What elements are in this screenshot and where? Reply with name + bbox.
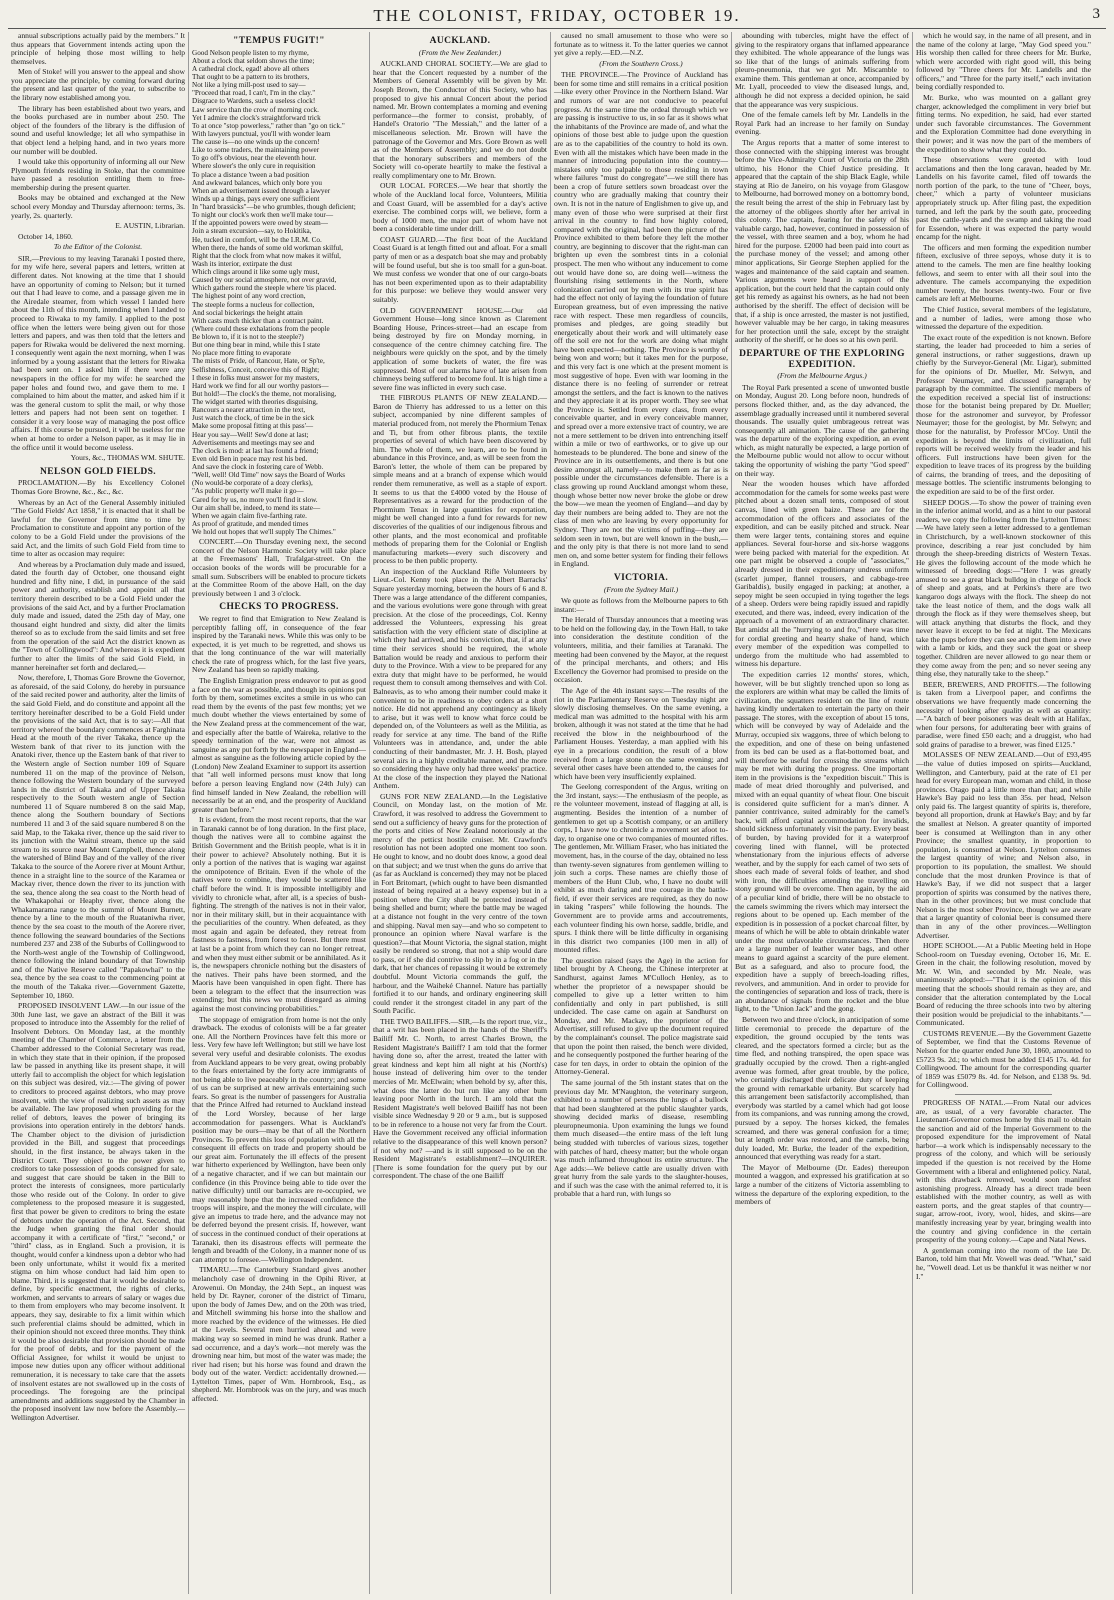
column-5 [732, 32, 913, 1594]
article-paragraph: THE PROVINCE.—The Province of Auckland has been for some time and still remains in a critical position—like every other Province in the Northern Island. War and rumors of war are not conducive to peaceful progress. At the same time the ordeal through which we are passing is instructive to us, in so far as it shows what the inhabitants of the Province are made of, and what the opinions of those best able to judge upon the question are as to the capabilities of the country to hold its own. Even with all the mistakes which have been made in the manner of introducing population into the country—mistakes only too palpable to those residing in town where failures "must do congregate"—we still there has been a crop of future settlers sown broadcast over the country who are gradually making that country their own. It is not in the nature of Englishmen to give up, and many even of those who were surprised at their first arrival in the country to find how highly colored, compared with the original, had been the picture of the Province exhibited to them before they left the mother country, are beginning to discover that the right-man can brighten up even the sombrest tints in a colonial prospect. The men who without any inducement to come out would have done so, are doing well—witness the flourishing rising settlements in the North, where colonization carried out by men with its true spirit has had the effect not only of laying the foundation of future European greatness, but of even impressing the native race with respect. These men regardless of councils, promises and pledges, are going steadily but energetically about their work and will ultimately ease off the soil ere not for the work are doing what might have been expected—nothing. The Province is worthy of being won and worn; but it takes men for the purpose, and this very fact is one which at the present moment is most suggestive of hope. Even with war looming in the distance there is no feeling of surrender or retreat amongst the settlers, and the fact is known to the natives and they appreciate it at its proper worth. They see what the Province is. Settled from every class, from every conceivable quarter, and in every conceivable manner, and spread over a more extensive tract of country, we are not a mere settlement to be driven into entrenching itself within a mile or two of earthworks, or to give up our homesteads to be plundered. The bone and sinew of the Province are in its outsettlements, and there is but one desire amongst all, namely—to make them as far as is possible under the circumstances defensible. There is a class growing up round Auckland amongst whom these, though whose better now never broke the globe or drew the bow—we mean the yeomen of England—and day by day their numbers are being added to. They are not the class of men who are leaving by every opportunity for Sydney. They are not the victims of puffing—they are seldom seen in town, but are well known in the bush,—and the only pity is that there is not more land to send men on, and some better system for finding their fellows in England. [554, 70, 728, 569]
article-paragraph: The Geelong correspondent of the Argus, writing on the 3rd instant, says:—The enthusiasm of the people, as re the volunteer movement, instead of flagging at all, is augmenting. Besides the intention of a number of gentlemen to get up a Scottish company, or an artillery corps, I have now to chronicle a movement set afoot to-day, to organise one or two companies of mounted rifles. The gentlemen, Mr. William Fraser, who has initiated the movement, has, in the course of the day, obtained no less than twenty-seven signatures from gentlemen willing to join such a corps. These names are chiefly those of members of the Hunt Club, who, I have no doubt will exhibit as much daring and true courage in the battle-field, if ever their services are required, as they do now in taking "raspers" while following the hounds. The Government are to provide arms and accoutrements, each volunteer finding his own horse, saddle, bridle, and spurs. I think there will be little difficulty in organising in this district two companies (100 men in all) of mounted rifles. [554, 782, 728, 955]
article-paragraph: The Royal Park presented a scene of unwonted bustle on Monday, August 20. Long before noon, hundreds of persons flocked thither, and, as the day advanced, the assemblage gradually increased until it numbered several thousands. The usually quiet umbrageous retreat was consequently all animation. The cause of the gathering was the departure of the exploring expedition, an event which, as might naturally be expected, a large portion of the Melbourne public would not allow to occur without taking the opportunity of wishing the party "God speed" on their way. [735, 382, 909, 478]
article-paragraph: And whereas by a Proclamation duly made and issued, dated the fourth day of October, one thousand eight hundred and fifty nine, I did, in pursuance of the said power and authority, establish and appoint all that territory therein described to be a Gold Field under the provisions of the said Act, and by a further Proclamation duly made and issued, dated the 25th day of May, one thousand eight hundred and sixty, did alter the limits thereof so as to exclude from the said limits and set free from the operation of the said Act the district known as the "Town of Collingwood": And whereas it is expedient further to alter the limits of the said Gold Field, in manner hereinafter set forth and declared,— [11, 559, 185, 672]
column-1 [8, 32, 189, 1594]
section-heading: AUCKLAND. [429, 36, 491, 46]
article-paragraph: caused no small amusement to those who were so fortunate as to witness it. To the latter queries we cannot yet give a reply.—ED.—N.Z. [554, 32, 728, 58]
article-paragraph: The exact route of the expedition is not known. Before starting, the leader had proceeded to him a series of general instructions, or rather suggestions, drawn up chiefly by the Surveyor-General (Mr. Ligar), submitted for the opinions of Dr. Mueller, Mr. Selwyn, and Professor Neumayer, and discussed paragraph by paragraph by the committee. The scientific members of the expedition received a special list of instructions: those for the botanist being prepared by Dr. Mueller; those for the astronomer and surveyor, by Professor Neumayer; those for the geologist, by Mr. Selwyn; and those for the naturalist, by Professor M'Coy. Until the expedition is beyond the limits of civilization, full reports will be received weekly from the leader and his officers. Full instructions have been given for the expedition to leave traces of its progress by the building of cairns, the branding of trees, and the depositing of message bottles. The scientific instruments belonging to the expedition are said to be of the first order. [916, 332, 1091, 497]
article-paragraph: PROPOSED INSOLVENT LAW.—In our issue of the 30th June last, we gave an abstract of the Bill it was proposed to introduce into the Assembly for the relief of Insolvent Debtors. On Monday last, at the monthly meeting of the Chamber of Commerce, a letter from the Chamber addressed to the Colonial Secretary was read, in which they state that in their opinion, if the proposed law be passed in anything like its present shape, it will utterly fail to accomplish the object for which legislation on this subject was desired, viz.:—The giving of power to creditors to proceed against debtors, who may prove insolvent, with the view of realizing such assets as may be available. The law proposed when providing for the relief of debtors, leaves the power of bringing its provisions into operation entirely in the debtors' hands. The Chamber object to the division of jurisdiction provided in the Bill, and suggest that proceedings should, in the first instance, be always taken in the District Court. They object to the power given to creditors to take possession of goods consigned for sale, and suggest that care should be taken in the Bill to protect the interests of consignees, more particularly those who reside out of the Colony. In order to give completeness to the proposed measure it is suggested, first that power be given to creditors to bring the estate of debtors under the operation of the Act. Second, that the Judge when granting the final order should accompany it with a certificate of "first," "second," or "third" class, as in England. Such a provision, it is thought, would confer a kindness upon a debtor who had been only unfortunate, whilst it would fix a merited stigma on him whose conduct had laid him open to blame. Third, it is suggested that it would be desirable to define, by specific enactment, the rights of clerks, workmen, and servants to arrears of salary or wages due to them from employers who may become insolvent. It appears, they say, desirable to fix a limit within which such preferential claims should be admitted, which in their opinion should not exceed three months. They think it would be also desirable that provision should be made for the proof of debts, and for the payment of the Official Assignee, for whilst it would be unjust to impose new duties upon any officer without additional remuneration, it is necessary to take care that the assets of insolvent estates are not swallowed up in the costs of proceedings. The foregoing are the principal amendments and additions suggested by the Chamber in the proposed insolvent law now before the Assembly.—Wellington Advertiser. [11, 1001, 185, 1422]
article-paragraph: Now, therefore, I, Thomas Gore Browne the Governor, as aforesaid, of the said Colony, do hereby in pursuance of the said recited power and authority, alter the limits of the said Gold Field, and do constitute and appoint all the territory hereinafter described to be a Gold Field under the provisions of the said Act, that is to say:—All that territory whereof the boundary commences at Farghinata Head at the mouth of the river Takaka, thence up the Western bank of that river to its junction with the Anatoki river, thence up the Eastern bank of that river to the Western angle of Section number 109 of Square numbered 11 on the map of the province of Nelson, thence following the Western boundary of the surveyed lands in the district of Takaka and of Upper Takaka respectively to the South western angle of Section numbered 11 of Square numbered 8 on the said Map, thence along the Southern boundary of Sections numbered 11 and 3 of the said square numbered 8 on the said Map, to the Takaka river, thence up the said river to its junction with the Waitui stream, thence up the said stream to its source near Mount Campbell, thence along the watershed of Blind Bay and of the valley of the river Takaka to the source of the Aorere river at Mount Arthur, thence in a straight line to the source of the Karamea or Mackay river, thence down the river to its junction with the sea, thence along the sea coast to the North head of the Whakapohai or Heaphy river, thence along the Whakamarama range to the summit of Mount Burnett, thence by a line to the mouth of the Ruataniwha river, thence by the sea coast to the mouth of the Aorere river, thence following the seaward boundaries of the Sections numbered 237 and 238 of the Suburbs of Collingwood to the North-west angle of the Township of Collingwood, thence following the inland boundary of that Township and of the Native Reserve called "Papakowhai" to the sea, thence by the sea coast to the commencing point at the mouth of the Takaka river.—Government Gazette, September 10, 1860. [11, 673, 185, 1000]
section-heading: "TEMPUS FUGIT!" [233, 36, 325, 46]
article-paragraph: The library has been established about two years, and the books purchased are in number about 250. The object of the founders of the library is the diffusion of sound and useful knowledge; let all who sympathise in that object lend a helping hand, and in two years more our number will be doubled. [11, 103, 185, 156]
section-heading: CHECKS TO PROGRESS. [219, 602, 339, 613]
article-paragraph: which he would say, in the name of all present, and in the name of the colony at large, "May God speed you." His worship then called for three cheers for Mr. Burke, which were accorded with right good will, this being followed by "Three cheers for Mr. Landells and the officers," and "Three for the party itself," each invitation being cordially responded to. [916, 32, 1091, 92]
article-paragraph: An inspection of the Auckland Rifle Volunteers by Lieut.-Col. Kenny took place in the Albert Barracks' Square yesterday morning, between the hours of 6 and 8. There was a large attendance of the different companies, and the various evolutions were gone through with great precision. At the close of the proceedings, Col. Kenny addressed the Volunteers, expressing his great satisfaction with the very efficient state of discipline at which they had arrived, and his conviction, that, if at any time their services should be required, the whole Battalion would be ready and anxious to perform their duty to the Province. With a view to be prepared for any extra duty that might have to be performed, he would request them to consult among themselves and with Col. Balneavis, as to who among their number could make it convenient to be in readiness to obey orders at a short notice. He did not apprehend any contingency as likely to arise, but it was well to know what force could be depended on, of the Volunteers as well as the Militia, as ready for service at any time. The band of the Rifle Volunteers was in attendance, and, under the able conducting of their bandmaster, Mr. J. H. Bosh, played several airs in a highly creditable manner, and the more so considering they have only had three weeks' practice. At the close of the inspection they played the National Anthem. [373, 566, 547, 791]
article-paragraph: A gentleman coming into the room of the late Dr. Barton, told him that Mr. Vowell was dead. "What," said he, "Vowell dead. Let us be thankful it was neither w nor I." [916, 1245, 1091, 1281]
article-paragraph: The Mayor of Melbourne (Dr. Eades) thereupon mounted a waggon, and expressed his gratification at so large a number of the citizens of Victoria assembling to witness the departure of the exploring expedition, to the members of [735, 1162, 909, 1207]
article-paragraph: Whereas by an Act of the General Assembly initiuled "The Gold Fields' Act 1858," it is enacted that it shall be lawful for the Governor from time to time by Proclamation to constitute and appoint any portion of the colony to be a Gold Field under the provisions of the said Act, and the limits of such Gold Field from time to time to alter as occasion may require: [11, 497, 185, 559]
article-paragraph: The question raised (says the Age) in the action for libel brought by A Cheong, the Chinese interpreter at Sandhurst, against James M'Culloch Henley, as to whether the proprietor of a newspaper should be compelled to give up a letter written to him confidentially and only in part published, is still undecided. The case came on again at Sandhurst on Monday, and Mr. Mackay, the proprietor of the Advertiser, still refused to give up the document required by the complainant's counsel. The police magistrate said that upon the point then raised, the bench were divided, and he consequently postponed the further hearing of the case for ten days, in order to obtain the opinion of the Attorney-General. [554, 955, 728, 1077]
article-paragraph: AUCKLAND CHORAL SOCIETY.—We are glad to hear that the Concert requested by a number of the Members of General Assembly will be given by Mr. Joseph Brown, the Conductor of this Society, who has proposed to give his annual Concert about the period named. Mr. Brown contemplates a morning and evening performance—the former to consist, probably, of Handel's Oratorio "The Messiah," and the latter of a miscellaneous selection. Mr. Brown will have the patronage of the Governor and Mrs. Gore Brown as well as of the Members of Assembly; and we do not doubt that the honorary subscribers and members of the Society will co-operate heartily to make the festival a really complimentary one to Mr. Brown. [373, 59, 547, 180]
article-paragraph: annual subscriptions actually paid by the members." It thus appears that Government intends acting upon the principle of helping those most willing to help themselves. [11, 32, 185, 66]
article-paragraph: The English Emigration press endeavor to put as good a face on the war as possible, and though its opinions put forth by them, sometimes excites a smile in us who can read them by the events of the past few months; yet we much doubt whether the views entertained by some of the New Zealand press at the commencement of the war, and especially after the battle of Waireka, relative to the speedy termination of the war, were not almost as sanguine as any put forth by the newspaper in England—almost as sanguine as the following article copied by the (London) New Zealand Examiner to support its assertion that "all well informed persons must know that long before a person leaving England now (24th July) can find himself landed in New Zealand, the rebellion will necessarily be at an end, and the prosperity of Auckland greater than before." [192, 676, 366, 814]
column-6 [913, 32, 1094, 1594]
article-paragraph: I would take this opportunity of informing all our New Plymouth friends residing in Stoke, that the committee have passed a resolution entitling them to free-membership during the present quarter. [11, 157, 185, 192]
signature: Yours, &c., THOMAS WM. SHUTE. [70, 453, 185, 463]
page-number: 3 [1092, 6, 1100, 22]
article-paragraph: The officers and men forming the expedition number fifteen, exclusive of three sepoys, whose duty it is to attend to the camels. The men are fine healthy looking fellows, and seem to enter with all their soul into the adventure. The camels accompanying the expedition number twenty, the horses twenty-two. Four or five camels are left at Melbourne. [916, 242, 1091, 304]
article-paragraph: THE FIBROUS PLANTS OF NEW ZEALAND.—Baron de Thierry has addressed to us a letter on this subject, accompanied by nine different samples of material produced from, not merely the Phormium Tenax and Ti, but from other fibrous plants, the textile properties of several of which have been discovered by him. The whole of them, we learn, are to be found in abundance in this Province, and, as will be seen from the Baron's letter, the whole of them can be prepared by simple means and at a branch of expense which would render them remunerative, as well as a staple of export. It seems to us that the £4000 voted by the House of Representatives as a reward for the production of the Phormium Tenax in large quantities for exportation, might be well changed into a fund for rewards for new discoveries of the qualities of our indigenous fibrous and other plants, and the most economical and profitable methods of preparing them for the Colonial or English manufacturing markets—every such discovery and process to be then public property. [373, 393, 547, 566]
article-paragraph: Mr. Burke, who was mounted on a gallant grey charger, acknowledged the compliment in very brief but fitting terms. No expedition, he said, had ever started under such favorable circumstances. The Government and the Exploration Committee had done everything in their power; and it was now the part of the members of the expedition to show what they could do. [916, 93, 1091, 154]
article-paragraph: SIR,—Previous to my leaving Taranaki I posted there, for my wife here, several papers and letters, written at different dates. Not knowing at the time that I should have an opportunity of coming to Nelson; but it turned out that I had leave to come, and a passage given me in the Airedale steamer, from which vessel I landed here about the 11th of this month, intending when I landed to proceed to Riwaka to my family. I applied to the post office when the letters were being given out for those letters and papers, and was then told that the letters and papers for Riwaka would be delivered the next morning. I consequently went again the next morning, when I was informed by a young assistant that the letters for Riwaka had been sent on. I asked him if there were any newspapers in the office for my wife: he searched the paper holes and found two, and gave them to me. I complained to him about the matter, and asked him if it was the general custom to split the mail, or why those letters and papers had not been sent on together. I consider it a very loose way of managing the post office affairs. If this course be pursued, it will be useless for me when at home to order a Nelson paper, as it may lie in the office until it would become useless. [11, 253, 185, 452]
article-paragraph: GUNS FOR NEW ZEALAND.—In the Legislative Council, on Monday last, on the motion of Mr. Crawford, it was resolved to address the Government to send out a sufficiency of heavy guns for the protection of the ports and cities of New Zealand notoriously at the mercy of the petticst hostile cruiser. Mr. Crawford's resolution has not been adopted one moment too soon. He ought to know, and no doubt does know, a good deal on that subject; and we trust when the guns do arrive that (as far as Auckland is concerned) they may not be placed in Fort Britomart, (which ought to have been dismantled instead of being repaired at a heavy expense) but in a position where the City shall be protected instead of being shelled and burnt; where the battle may be waged at a distance not fought in the very centre of the town and shipping. Naval men say—and who so competent to pronounce an opinion where Naval warfare is the question?—that Mount Victoria, the signal station, might easily be rendered so strong, that not a ship would dare to pass, or if she did contrive to slip by in a fog or in the dark, that her chances of repassing it would be extremely doubtful. Mount Victoria commands the gulf, the harbour, and the Waiheké Channel. Nature has partially fortified it to our hands, and ordinary engineering skill could render it the strongest citadel in any part of the South Pacific. [373, 791, 547, 1016]
masthead-title: THE COLONIST, FRIDAY, OCTOBER 19. [373, 6, 741, 25]
section-subheading: To the Editor of the Colonist. [53, 242, 143, 252]
section-heading: VICTORIA. [613, 572, 669, 583]
article-paragraph: CONCERT.—On Thursday evening next, the second concert of the Nelson Harmonic Society will take place at the Freemasons' Hall, Trafalgar-street. On the occasion books of the words will be procurable for a small sum. Subscribers will be enabled to procure tickets at the Committee Room of the above Hall, on the day previously between 1 and 3 o'clock. [192, 537, 366, 598]
article-paragraph: PROCLAMATION.—By his Excellency Colonel Thomas Gore Browne, &c., &c., &c. [11, 478, 185, 497]
article-paragraph: MOLASSES OF NEW ZEALAND.—Out of £93,495—the value of duties imposed on spirits—Auckland, Wellington, and Canterbury, paid at the rate of £1 per head for every European man, woman and child, in those provinces. Otago paid a little more than that; and while Hawke's Bay paid no less than 35s. per head, Nelson only paid 6s. The largest quantity of spirits is, therefore, beyond all proportion, drunk at Hawke's Bay; and by far the smallest at Nelson. A greater quantity of imported beer is consumed at Wellington than in any other Province; the smallest quantity, in proportion to population, is consumed at Nelson. Lyttelton consumes the largest quantity of wine; and Nelson also, in proportion to its population, the smallest. We should conclude that the most drunken Province is that of Hawke's Bay, if we did not suspect that a larger proportion of spirits was consumed by the natives there, than in the other provinces; but we must conclude that Nelson is the most sober Province, though we are aware that a larger quantity of colonial beer is consumed there than in any of the other provinces.—Wellington Advertiser. [916, 750, 1091, 940]
article-paragraph: THE TWO BAILIFFS.—SIR,—Is the report true, viz., that a writ has been placed in the hands of the Sheriff's Bailiff Mr. C. North, to arrest Charles Brown, the Resident Magistrate's Bailiff? I am told that the former having done so, after the arrest, treated the latter with great kindness and kept him all night at his (North's) house instead of delivering him over to the tender mercies of Mr. McElwain; when behold by sy, after this, what does the latter do but run like any other bum leaving poor North in the lurch. I am told that the Resident Magistrate's well beloved Bailiff has not been visible since Wednesday 9 20 or 9 a.m., but is supposed to be in reference to a house not very far from the Court. Have the Government received any official information relative to the disappearance of this well known person? if not why not? —and is it still supposed to be on the Resident Magistrate's establishment?—INQUIRER. [There is some foundation for the query put by our correspondent. The chase of the one Bailiff [373, 1016, 547, 1181]
article-paragraph: OUR LOCAL FORCES.—We hear that shortly the whole of the Auckland local force, Volunteers, Militia and Coast Guard, will be assembled for a day's active exercise. The combined corps will, we believe, form a body of 1000 men, the major part of whom have not been a considerable time under drill. [373, 181, 547, 234]
article-paragraph: The expedition carries 12 months' stores, which, however, will be but slightly trenched upon so long as the explorers are within what may be called the limits of civilization, the squatters resident on the line of route having kindly undertaken to entertain the party on their passage. The stores, with the exception of about 15 tons, which will be conveyed by way of Adelaide and the Murray, occupied six waggons, three of which belong to the expedition, and one of these on being unfastened from its bed can be used as a flat-bottomed boat, and will therefore be useful for crossing the streams which may be met with during the progress. One important item in the provisions is the "expedition biscuit." This is made of meat dried thoroughly and pulverised, and mixed with an equal quantity of wheat flour. One biscuit is considered quite sufficient for a man's dinner. A pannier contrivance, suited admirably for the camel's back, will afford capital accommodation for invalids, should sickness unfortunately visit the party. Every beast of burden, by having provided for it a waterproof covering lined with flannel, will be protected whenstationary from the injurious effects of adverse weather, and by the supply for each camel of two sets of shoes each made of several folds of leather, and shod with iron, the difficulties attending the travelling on stony ground will be overcome. Then again, by the aid of a peculiar kind of bridle, there will be no obstacle to the camels swimming the rivers which may intersect the regions about to be opened up. Each member of the expedition is in possession of a pocket charcoal filter, by means of which he will be able to obtain drinkable water under the most unfavorable circumstances. Then there are a large number of leather water bags, and other means to guard against a scarcity of the pure element. But as a safeguard, and also to procure food, the expedition have a supply of breech-loading rifles, revolvers, and ammunition. And in order to provide for the contingencies of separation and loss of track, there is an abundance of signals from the rocket and the blue light, to the "Union Jack" and the gong. [735, 669, 909, 1014]
article-paragraph: The same journal of the 5th instant states that on the previous day Mr. M'Naughton, the veterinary surgeon, exhibited to a number of persons the lungs of a bullock that had been slaughtered at the public slaughter yards, showing decided marks of disease, resembling pleuropneumonia. Upon examining the lungs we found them much diseased—the entire mass of the left lung being studded with tubercles of various sizes, together with patches of hard, cheesy matter; but the whole organ was much inflamed throughout its entire structure. The Age adds:—We believe cattle are usually driven with great hurry from the sale yards to the slaughter-houses, and if such was the case with the animal referred to, it is probable that a hard run, with lungs so [554, 1077, 728, 1199]
article-paragraph: We quote as follows from the Melbourne papers to 6th instant:— [554, 596, 728, 614]
article-paragraph: The Age of the 4th instant says:—The results of the riot in the Parliamentary Reserve on Tuesday night are slowly disclosing themselves. On the same evening, a medical man was admitted to the hospital with his arm broken, although it was not stated at the time that he had received the blow in the neighbourhood of the Parliament Houses. Yesterday, a man applied with his eye in a precarious condition, the result of a blow received from a large stone on the same evening; and several other cases have been attended to, the causes for which have been very insufficiently explained. [554, 685, 728, 781]
masthead [0, 6, 1114, 26]
article-paragraph: The stoppage of emigration from home is not the only drawback. The exodus of colonists will be a far greater one. All the Northern Provinces have felt this more or less. Very few have left Wellington; but still we have lost several very useful and desirable colonists. The exodus from Auckland appears to be very great, owing probably to the fears entertained by the forty acre immigrants of not being able to live peaceably in the country; and some of us can be surprised at new arrivals entertaining such fears. So great is the number of passengers for Australia that the Prince Alfred had returned to Auckland instead of the Lord Worsley, because of her large accommodation for passengers. What is Auckland's position may be ours—may be that of all the Northern Provinces. To prevent this loss of population with all the consequent ill effects on trade and property should be our great aim. Fortunately the ill effects of the present war hitherto experienced by Wellington, have been only of a negative character, and if we can but maintain our confidence (in this Province being able to tide over the native difficulty) until our barracks are re-occupied, we may reasonably hope that the increased confidence the troops will inspire, and the money the will circulate, will give an impetus to trade here, and the advance may not be deferred beyond the present crisis. If, however, want of success in the continued conduct of their operations at Taranaki, then its disastrous effects will permeate the length and breadth of the Colony, in a manner none of us can attempt to foresee.—Wellington Independent. [192, 1014, 366, 1264]
signature: E. AUSTIN, Librarian. [115, 221, 185, 231]
article-paragraph: October 14, 1860. [18, 231, 73, 241]
column-4 [551, 32, 732, 1594]
article-paragraph: Books may be obtained and exchanged at the New school every Monday and Thursday afternoon: terms, 3s. yearly, 2s. quarterly. [11, 193, 185, 220]
section-subheading: (From the Sydney Mail.) [603, 584, 679, 594]
article-paragraph: These observations were greeted with loud acclamations and then the long caravan, headed by Mr. Landells on his favorite camel, filed off towards the north portion of the park, to the tune of "Cheer, boys, cheer," which a party of volunteer musicians appropriately struck up. After filing past, the expedition turned, and left the park by the south gate, proceeding past the cattle-yards and the swamp and taking the road for Essendon, where it was expected the party would encamp for the night. [916, 155, 1091, 242]
section-subheading: (From the Southern Cross.) [599, 58, 683, 68]
article-paragraph: BEER, BREWERS, AND PROFITS.—The following is taken from a Liverpool paper, and confirms the observations we have frequently made concerning the necessity of looking after quality as well as quantity:—"A batch of beer poisoners was dealt with at Halifax, when four persons, for adulterating beer with grains of paradise, were fined £50 each; and a druggist, who had sold grains of paradise to a brewer, was fined £125." [916, 679, 1091, 749]
article-paragraph: The Argus reports that a matter of some interest to those connected with the shipping interest was brought before the Vice-Admiralty Court of Victoria on the 28th ultimo, his Honor the Chief Justice presiding. It appeared that the captain of the ship Black Eagle, while staying at Rio de Janeiro, on his voyage from Glasgow to Melbourne, had borrowed money on a bottomry bond, the result being the arrest of the ship in February last by the attorney of the obligees shortly after her arrival in this colony. The captain, fearing for the safety of his valuable cargo, had, however, continued in possession of the vessel, with three seamen and a boy, whom he had hired for the purpose. £2000 had been paid into court as the purchase money of the vessel; and among other minor applications, Sir George Stephen applied for the wages and maintenance of the said captain and seamen. Various arguments were heard in support of the application, but the court held that the captain could only get his remedy as against his owners, as he had not been authorised by the sheriff. The effect of decision will be that, if a ship is once arrested, the master is not justified, however valuable may be her cargo, in taking measures for her protection until the sale, except by the straight authority of the sheriff, or he does so at his own peril. [735, 137, 909, 345]
poem: Good Nelson people listen to my rhyme, About a clock that seldom shows the time; A cathedral clock, egad! above all others That ought to be a pattern to its brothers, Not like a lying mill-post used to say— "Proceed that road, I can't, I'm in the clay." Disgrace to Wardens, such a useless clock! Law service than the crow of morning cock. Yet I admire the clock's straightforward trick To at once "stop powerless," rather than "go on tick." With lawyers punctual, you'll with wonder learn The cause is—no one winds up the concern! Like to some traders, the maintaining power To go off's obvious, near the eleventh hour. Where slower's the only cure in requisition To place a distance 'tween a bad position And awkward balances, which only bore you When an advertisement issued through a lawyer Winds up a things, pays every one sufficient In "hard brassicks"—be who grumbles, though deficient; To night our clock's work then we'll make tour— If the appointed powers were owed by steam— Join a steam excursion—say, to Hokitika, He, tucked in comfort, will be the I.R.M. Co. When there, the hands of some old workman skilful, Right that the clock from what now makes it wilful, Wash its interior, extirpate the dust Which clings around it like some ugly must, Caused by our social atmosphere, not over gravid, Which gathers round the steeple where 'tis placed. The highest point of any word crection, The steeple forms a nucleus for collection, And social bickerings the height attain With casts much thicker than a contract paint. (Where could these exhalations from the people Be blown to, if it is not to the steeple?) But one thing bear in mind, while this I state No place more fitting to evaporate The mists of Pride, of Rancour, Hate, or Sp'te, Selfishness, Conceit, conceive this of Right; I these in folks must answer for my masters, Hard work we find for all our worthy pastors— But hold!—The clock's the theme, not moralising, The widget started with theories disguising, Rancours a nearer attraction in the text, Just watch the clock, of time be in the sick Make some proposal fitting at this pass'— Hear you say—Well! Sew'd done at last; Advertisements and meetings may see and The clock is mod: at last has found a friend; Even old Ben in peace may rest his bed. And save the clock in fostering care of Webb. "Well, well! Old Time" now says the Board of Works (No would-be corporate of a dozy clerks), "As public property we'll make it go— Cared for by us, no more you'll find it slow. Our aim shall be, indeed, to mend its state— When we again claim five-farthing rate. As proof of gratitude, and mended times We hold out hopes that we'll supply The Chimes." [192, 48, 356, 537]
article-paragraph: Men of Stoke! will you answer to the appeal and show you appreciate the principle, by coming forward during the present and last quarter of the year, to subscribe to the library now established among you. [11, 67, 185, 103]
section-subheading: (From the Melbourne Argus.) [777, 371, 867, 381]
article-paragraph: The Herald of Thursday announces that a meeting was to be held on the following day, in the Town Hall, to take into consideration the destitute condition of the volunteers, militia, and their families at Taranaki. The meeting had been convened by the Mayor, at the request of the principal merchants, and others; and His Excellency the Governor had promised to preside on the occasion. [554, 615, 728, 685]
masthead-rule [8, 28, 1106, 29]
article-paragraph: CUSTOMS REVENUE.—By the Government Gazette of September, we find that the Customs Revenue of Nelson for the quarter ended June 30, 1860, amounted to £5723 9s. 2d.; to which must be added £145 17s. 4d. for Collingwood. The amount for the corresponding quarter of 1859 was £5079 8s. 4d. for Nelson, and £138 9s. 9d. for Collingwood. [916, 1028, 1091, 1090]
column-3 [370, 32, 551, 1594]
article-paragraph: TIMARU.—The Canterbury Standard gives another melancholy case of drowning in the Opihi River, at Arowenui. On Monday, the 24th Sept., an inquest was held by Dr. Rayner, coroner of the district of Timaru, upon the body of James Dew, and on the 20th was tried, and Mitchell swimming his horse into the shallow and more reached by the evidence of the witnesses. He died at the Levels. Several men hurried ahead and were making way so seemed in mind he was drunk. Rather a sad occurrence, and a day's work—not merely was the drowning near him, but most of the water was made; the river had risen; but his horse was found and drawn the body out of the water. Verdict: accidentally drowned.—Lyttelton Times, paper of Wm. Hornbrook, Esq., as shepherd. Mr. Hornbrook was on the jury, and was much affected. [192, 1265, 366, 1404]
article-paragraph: It is evident, from the most recent reports, that the war in Taranaki cannot be of long duration. In the first place, though the natives were all to combine against the British Government and the British people, what is it in their power to achieve? Absolutely nothing. But it is only a portion of the natives that is waging war against the omnipotence of Britain. Even if the whole of the natives were to combine, they would be scattered like chaff before the wind. It is impossible intelligibly and vividly to chronicle what, after all, is a species of bush-fighting. The strength of the natives is not in their valor, nor in their military skill, but in their acquaintance with the peculiarities of the country. When defeated, as they most again and again be defeated, they retreat from fastness to fastness, from forest to forest. But there must at last be a point from which they can no longer retreat, and when they must either submit or be annihilated. As it is, the newspapers chronicle nothing but the disasters of the natives. Their pahs have been stormed, and the Maoris have been vanquished in open fight. There has been a telegram to the effect that the insurrection was extending; but this news we must disregard as aiming against the most convincing probabilities." [192, 815, 366, 1014]
section-heading: DEPARTURE OF THE EXPLORING EXPEDITION. [739, 348, 905, 370]
column-container [8, 32, 1106, 1594]
article-paragraph: Near the wooden houses which have afforded accommodation for the camels for some weeks past were pitched about a dozen small tents, composed of stout canvas, lined with green baize. These are for the accommodation of the officers and associates of the expedition, and can be easily pitched and struck. Near them were larger tents, containing stores and equine appliances. Several four-horse and six-horse waggons were being packed with material for the expedition. At one part might be observed a couple of "associates," already dressed in their expeditionary undress uniform (scarlet jumper, flannel trousers, and cabbage-tree Garibaldis), busily engaged in packing; at another, a sepoy might be seen occupied in tying together the legs of a sheep. Orders were being rapidly issued and rapidly executed, and there was, indeed, every indication of the approach of a movement of an extraordinary character. But amidst all the "hurrying to and fro," there was time for cordial greeting and hearty shake of hand, which every member of the expedition was compelled to undergo from the multitude who had assembled to witness his departure. [735, 479, 909, 669]
article-paragraph: PROGRESS OF NATAL.—From Natal our advices are, as usual, of a very favorable character. The Lieutenant-Governor comes home by this mail to obtain the sanction and aid of the Imperial Government to the proposed expenditure for the improvement of Natal harbor—a work which is indispensably necessary to the progress of the colony, and which will be seriously impeded if the question is not received by the Home Government with a liberal and enlightened policy. Natal, with this drawback removed, would soon manifest astonishing progress. Already has a direct trade been established with the mother country, as well as with eastern ports, and the great staples of that country—sugar, arrow-root, ivory, wool, hides, and skins—are manifestly increasing year by year, bringing wealth into the country and giving confidence in the certain prosperity of the young colony.—Cape and Natal News. [916, 1097, 1091, 1245]
article-paragraph: SHEEP DOGS.—To show the power of training even in the inferior animal world, and as a hint to our pastoral readers, we copy the following from the Lyttelton Times:—We have lately seen a letter addressed to a gentleman in Christchurch, by a well-known stockowner of this province, describing a rear just concluded by him through the sheep-breeding districts of Western Texas. He gives the following account of the mode which he witnessed of breeding dogs:—"Here I was greatly amused to see a great black bulldog in charge of a flock of sheep and goats, and at Perkins's there are two kangaroo dogs always with the flock. The sheep do not take the least notice of them, and the dogs walk all through the flock as if they were themselves sheep, but will attack anything that disturbs the flock, and they never leave it except to be fed at night. The Mexicans take the pups before they can see and put them into a ewe with a lamb or kids, and they suck the goat or sheep together. Children are never allowed to go near them or they come away from the pen; and so never seeing any thing else, they naturally take to the sheep." [916, 497, 1092, 679]
article-paragraph: Between two and three o'clock, in anticipation of some little ceremonial to precede the departure of the expedition, the ground occupied by the tents was cleared, and the spectators formed a circle; but as the time fled, and nothing transpired, the open space was gradually occupied by the crowd. Then a right-angled avenue was formed, after great trouble, by the police, who certainly discharged their delicate duty of keeping the ground with remarkable urbanity. But scarcely had this arrangement been satisfactorily accomplished, than everybody was startled by a camel which had got loose from its companions, and was running among the crowd, pursued by a sepoy. The horses kicked, the females screamed, and there was general confusion for a time; but at length order was restored, and the camels, being duly loaded, Mr. Burke, the leader of the expedition, announced that everything was ready for a start. [735, 1015, 909, 1162]
section-heading: NELSON GOLD FIELDS. [39, 466, 157, 477]
article-paragraph: We regret to find that Emigration to New Zealand is perceptibly falling off, in consequence of the fear inspired by the Taranaki news. While this was only to be expected, it is yet much to be regretted, and shows us that the long continuance of the war will materially check the rate of progress which, for the last five years, New Zealand has been so rapidly making. [192, 614, 366, 675]
article-paragraph: COAST GUARD.—The first boat of the Auckland Coast Guard is at length fitted out and afloat. For a small party of men or as a despatch boat she may and probably will be found useful, but she is too small for a gun-boat. We must confess we wonder that one of our cargo-boats has not been experimented upon as to their adaptability for this purpose: we believe they would answer very suitably. [373, 234, 547, 304]
column-2 [189, 32, 370, 1594]
article-paragraph: OLD GOVERNMENT HOUSE.—Our old Government House—long since known as Clarement Boarding House, Princes-street—had an escape from being destroyed by fire on Monday morning, in consequence of the centre chimney catching fire. The neighbours were quickly on the spot, and by the timely application of some buckets of water, the fire was suppressed. Most of our alarms have of late arisen from chimneys being suffered to become foul. It is high time a severe fine was inflicted in every such case. [373, 305, 547, 392]
article-paragraph: The Chief Justice, several members of the legislature, and a number of ladies, were among those who witnessed the departure of the expedition. [916, 304, 1091, 332]
article-paragraph: One of the female camels left by Mr. Landells in the Royal Park had an increase to her family on Sunday evening. [735, 110, 909, 137]
divider-rule [955, 1094, 1051, 1095]
section-subheading: (From the New Zealander.) [418, 47, 502, 57]
article-paragraph: HOPE SCHOOL.—At a Public Meeting held in Hope School-room on Tuesday evening, October 16, Mr. E. Green in the chair, the following resolution, moved by Mr. W. Win, and seconded by Mr. Neale, was unanimously adopted:—"That it is the opinion of this meeting that the schools should remain as they are, and consider that the alteration contemplated by the Local Board of reducing the three schools into two by altering their position would be prejudicial to the inhabitants."—Communicated. [916, 941, 1091, 1028]
article-paragraph: abounding with tubercles, might have the effect of giving to the respiratory organs that inflamed appearance they exhibited. The whole appearance of the lungs was so like that of the lungs of animals suffering from pleuro-pneumonia, that we got Mr. Miscamble to examine them. This gentleman at once, accompanied by Mr. Lyall, proceeded to view the diseased lungs, and, although he did not express a decided opinion, he said that the appearance was very suspicious. [735, 32, 909, 109]
